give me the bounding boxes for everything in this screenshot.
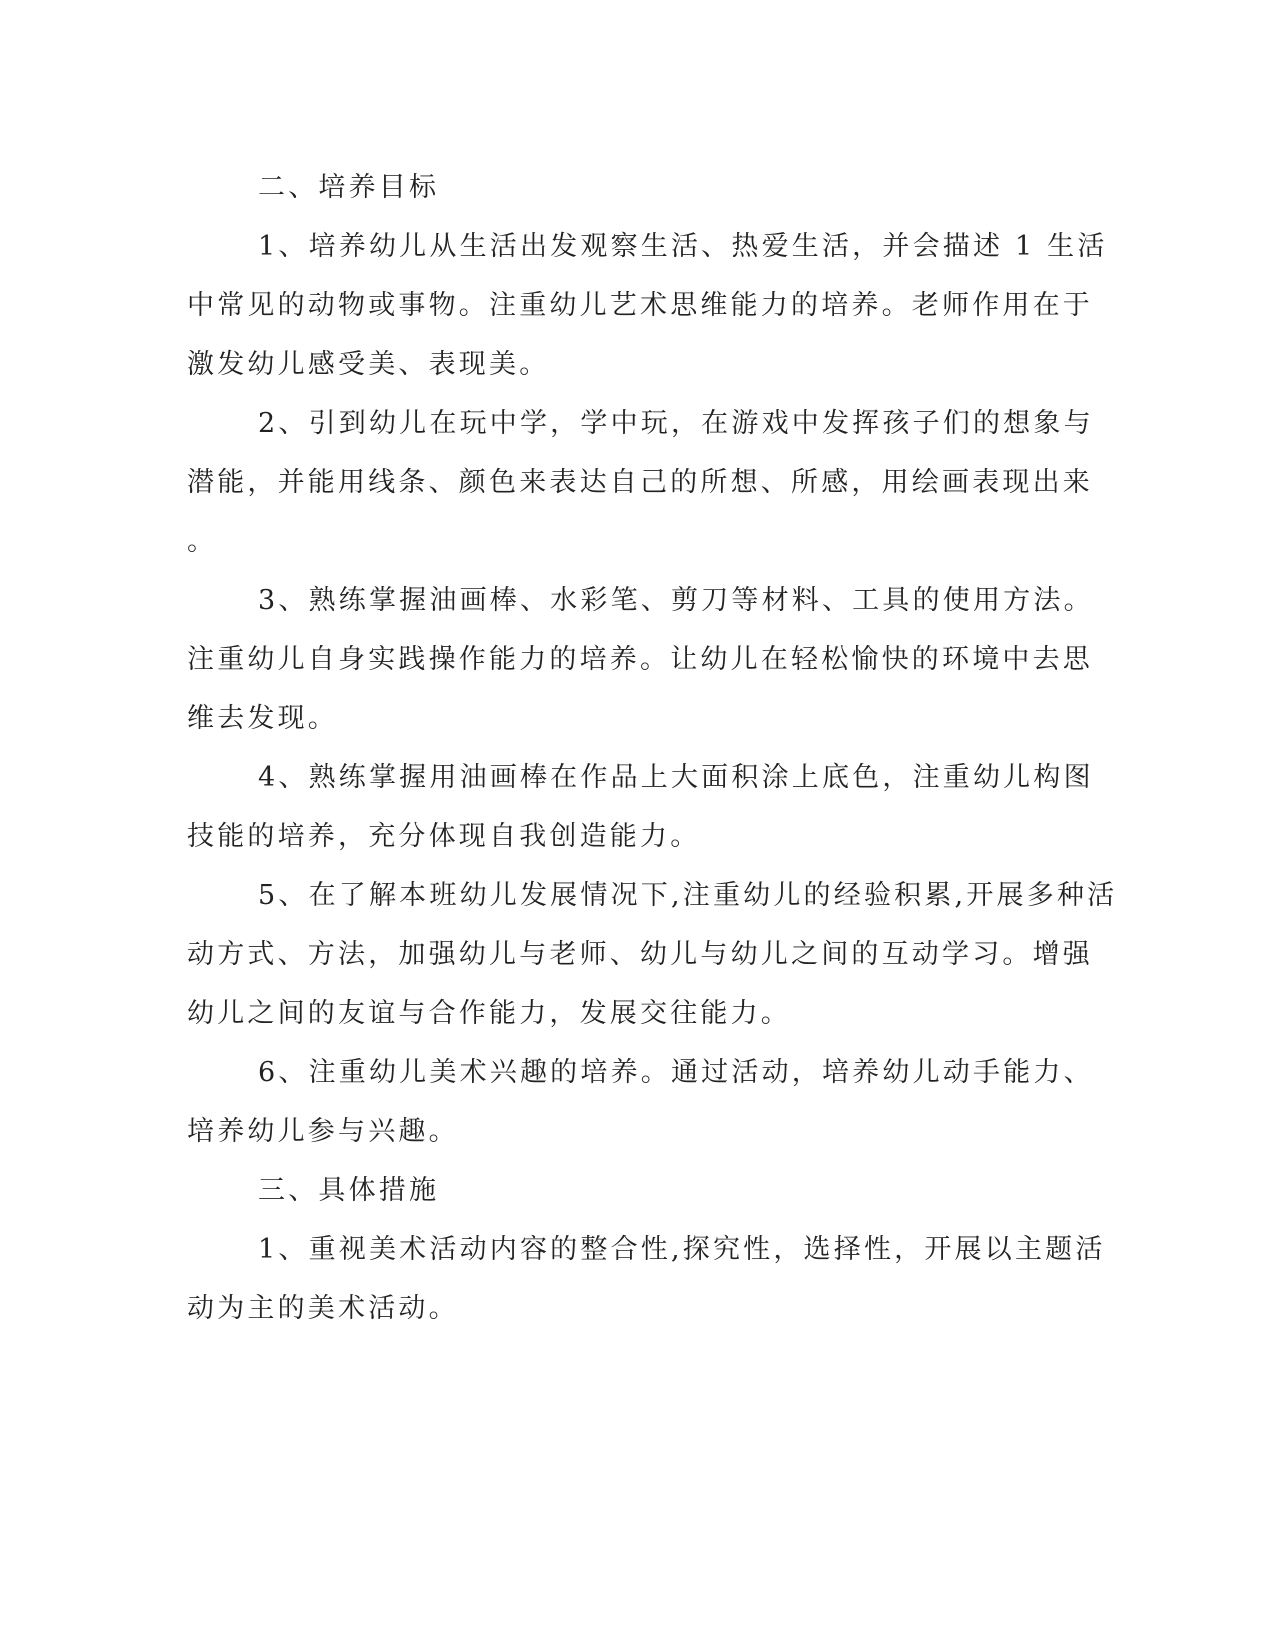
paragraph-line: 培养幼儿参与兴趣。 bbox=[187, 1116, 459, 1147]
paragraph-line: 3、熟练掌握油画棒、水彩笔、剪刀等材料、工具的使用方法。 bbox=[258, 585, 1094, 616]
paragraph-line: 动方式、方法，加强幼儿与老师、幼儿与幼儿之间的互动学习。增强 bbox=[187, 939, 1093, 970]
paragraph-line: 1、培养幼儿从生活出发观察生活、热爱生活，并会描述 1 生活 bbox=[258, 231, 1108, 262]
paragraph-line: 1、重视美术活动内容的整合性,探究性，选择性，开展以主题活 bbox=[258, 1234, 1106, 1265]
paragraph-line: 幼儿之间的友谊与合作能力，发展交往能力。 bbox=[187, 998, 791, 1029]
paragraph-line: 5、在了解本班幼儿发展情况下,注重幼儿的经验积累,开展多种活 bbox=[258, 880, 1118, 911]
paragraph-line: 。 bbox=[187, 526, 218, 557]
section-heading-goals: 二、培养目标 bbox=[258, 172, 440, 203]
paragraph-line: 6、注重幼儿美术兴趣的培养。通过活动，培养幼儿动手能力、 bbox=[258, 1057, 1094, 1088]
paragraph-line: 技能的培养，充分体现自我创造能力。 bbox=[187, 821, 701, 852]
paragraph-line: 动为主的美术活动。 bbox=[187, 1293, 459, 1324]
paragraph-line: 注重幼儿自身实践操作能力的培养。让幼儿在轻松愉快的环境中去思 bbox=[187, 644, 1093, 675]
paragraph-line: 4、熟练掌握用油画棒在作品上大面积涂上底色，注重幼儿构图 bbox=[258, 762, 1094, 793]
paragraph-line: 激发幼儿感受美、表现美。 bbox=[187, 349, 550, 380]
paragraph-line: 维去发现。 bbox=[187, 703, 338, 734]
paragraph-line: 潜能，并能用线条、颜色来表达自己的所想、所感，用绘画表现出来 bbox=[187, 467, 1093, 498]
section-heading-measures: 三、具体措施 bbox=[258, 1175, 440, 1206]
paragraph-line: 2、引到幼儿在玩中学，学中玩，在游戏中发挥孩子们的想象与 bbox=[258, 408, 1094, 439]
paragraph-line: 中常见的动物或事物。注重幼儿艺术思维能力的培养。老师作用在于 bbox=[187, 290, 1093, 321]
